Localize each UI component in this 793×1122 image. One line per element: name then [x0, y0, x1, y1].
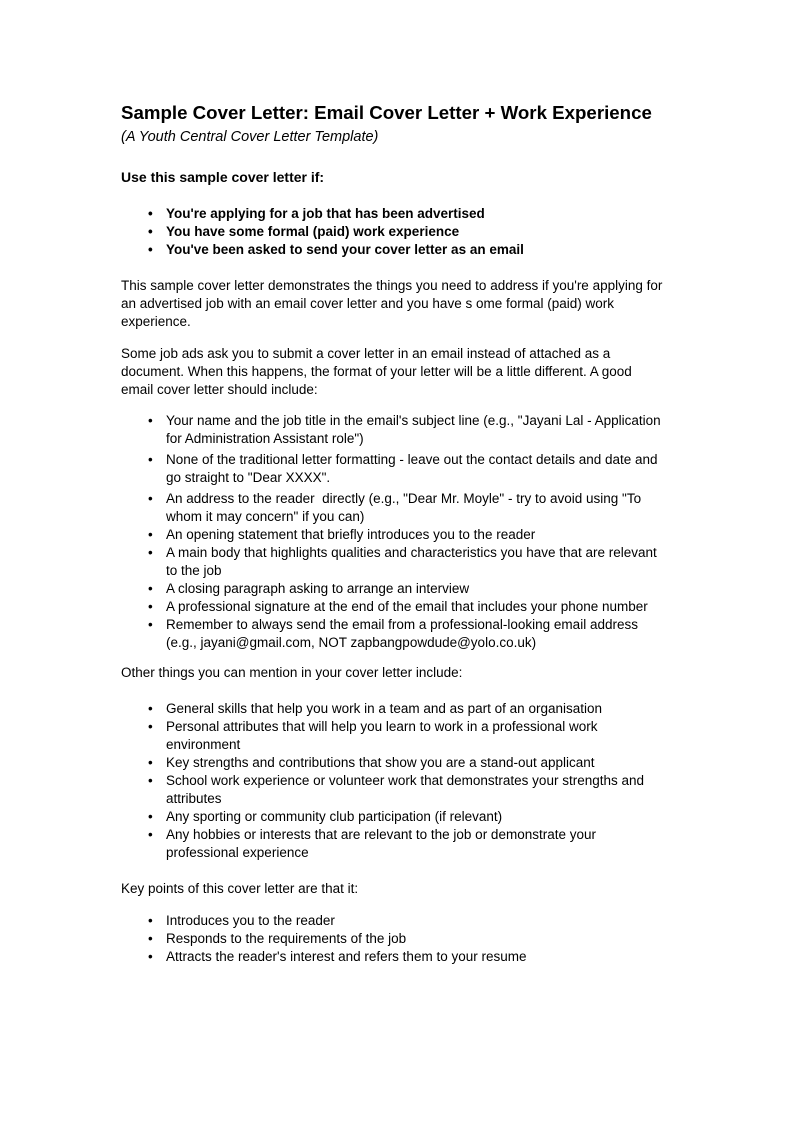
list-item: • A closing paragraph asking to arrange an interview: [148, 580, 665, 598]
list-item: • Remember to always send the email from a professional-looking email address (e.g., jayani@gmail.com, NOT zapbangpowdude@yolo.co.uk): [148, 616, 665, 652]
list-item: • None of the traditional letter formatting - leave out the contact details and date and go straight to "Dear XXXX".: [148, 451, 665, 487]
email-letter-include-list: [121, 412, 665, 652]
list-item: • Key strengths and contributions that show you are a stand-out applicant: [148, 754, 665, 772]
list-item: • An address to the reader directly (e.g., "Dear Mr. Moyle" - try to avoid using "To whom it may concern" if you can): [148, 490, 665, 526]
list-item: • Personal attributes that will help you learn to work in a professional work environment: [148, 718, 665, 754]
list-item: • You've been asked to send your cover letter as an email: [148, 241, 665, 259]
list-item: • A professional signature at the end of the email that includes your phone number: [148, 598, 665, 616]
list-item: • A main body that highlights qualities and characteristics you have that are relevant to the job: [148, 544, 665, 580]
paragraph-demonstrates: This sample cover letter demonstrates the things you need to address if you're applying for an advertised job with an email cover letter and you have s ome formal (paid) work experience.: [121, 278, 667, 329]
other-things-heading: Other things you can mention in your cover letter include:: [121, 665, 463, 680]
use-this-letter-heading: Use this sample cover letter if:: [121, 169, 325, 185]
list-item: • Attracts the reader's interest and refers them to your resume: [148, 948, 665, 966]
list-item: • School work experience or volunteer work that demonstrates your strengths and attributes: [148, 772, 665, 808]
list-item: • Any sporting or community club participation (if relevant): [148, 808, 665, 826]
key-points-list: [121, 912, 665, 966]
document-title: Sample Cover Letter: Email Cover Letter + Work Experience: [121, 102, 652, 123]
list-item: • An opening statement that briefly introduces you to the reader: [148, 526, 665, 544]
list-item: • General skills that help you work in a team and as part of an organisation: [148, 700, 665, 718]
key-points-heading: Key points of this cover letter are that it:: [121, 881, 359, 896]
list-item: • Your name and the job title in the email's subject line (e.g., "Jayani Lal - Application for Administration Assistant role"): [148, 412, 665, 448]
list-item: • Any hobbies or interests that are relevant to the job or demonstrate your professional experience: [148, 826, 665, 862]
list-item: • You're applying for a job that has been advertised: [148, 205, 665, 223]
paragraph-email-format: Some job ads ask you to submit a cover letter in an email instead of attached as a document. When this happens, the format of your letter will be a little different. A good email cover letter should include:: [121, 346, 636, 397]
document-subtitle: (A Youth Central Cover Letter Template): [121, 129, 379, 145]
list-item: • You have some formal (paid) work experience: [148, 223, 665, 241]
list-item: • Introduces you to the reader: [148, 912, 665, 930]
list-item: • Responds to the requirements of the job: [148, 930, 665, 948]
use-this-letter-list: [121, 205, 665, 259]
other-things-list: [121, 700, 665, 862]
